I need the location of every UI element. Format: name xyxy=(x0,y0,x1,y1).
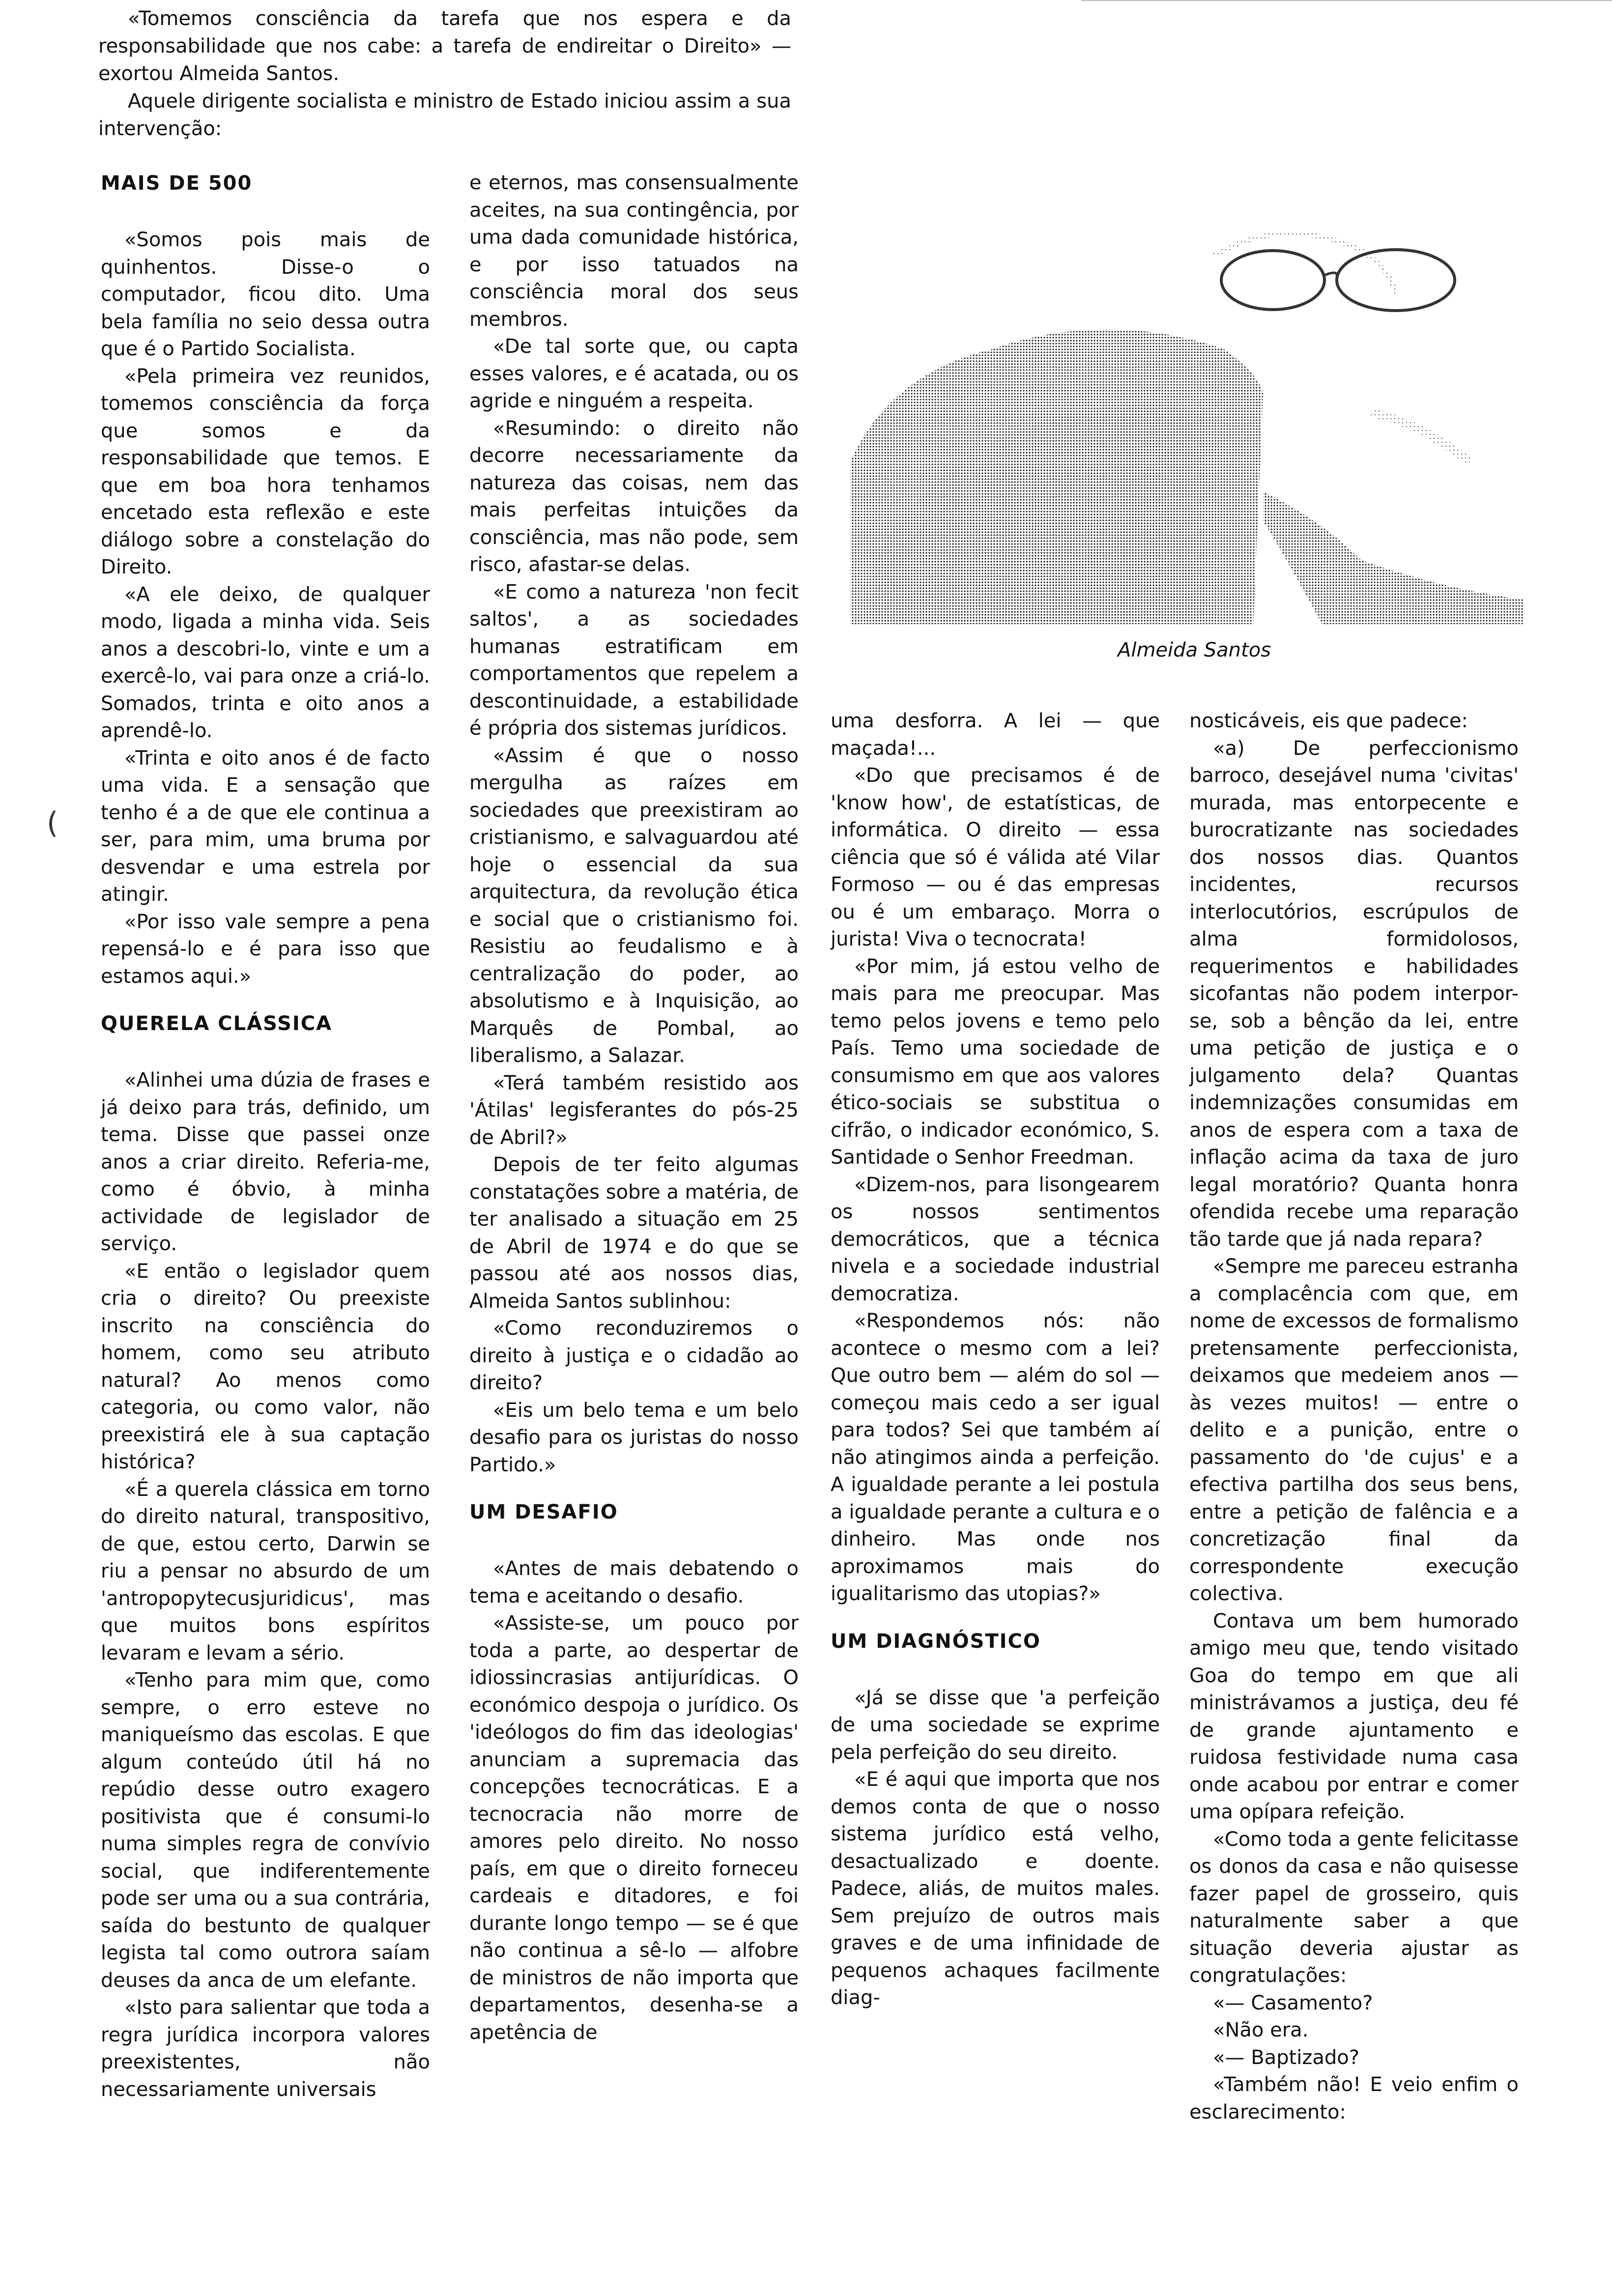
paragraph: «Por mim, já estou velho de mais para me preocupar. Mas temo pelos jovens e temo pelo País. Temo uma sociedade de consumismo em que aos valores ético-sociais se substitua o cifrão, o indicador económico, S. Santidade o Senhor Freedman. xyxy=(831,955,1160,1169)
paragraph: «Somos pois mais de quinhentos. Disse-o o computador, ficou dito. Uma bela família no seio dessa outra que é o Partido Socialista. xyxy=(101,229,430,360)
continued-paragraph: nosticáveis, eis que padece: xyxy=(1189,710,1468,732)
paragraph: «Terá também resistido aos 'Átilas' legisferantes do pós-25 de Abril?» xyxy=(469,1071,799,1149)
paragraph: «— Casamento? xyxy=(1213,1991,1373,2014)
continued-paragraph: e eternos, mas consensualmente aceites, na sua contingência, por uma dada comunidade histórica, e por isso tatuados na consciência moral dos seus membros. xyxy=(469,172,799,331)
article-column-1 xyxy=(101,170,430,2103)
paragraph: «Não era. xyxy=(1213,2019,1309,2041)
portrait-photo-icon xyxy=(831,118,1524,624)
continued-paragraph: uma desforra. A lei — que maçada!... xyxy=(831,710,1160,760)
paragraph: «Já se disse que 'a perfeição de uma sociedade se exprime pela perfeição do seu direito. xyxy=(831,1686,1160,1764)
paragraph: Contava um bem humorado amigo meu que, tendo visitado Goa do tempo em que ali ministrávamos a justiça, deu fé de grande ajuntamento e ruidosa festividade numa casa onde acabou por entrar e comer uma opípara refeição. xyxy=(1189,1609,1519,1823)
paragraph: «Isto para salientar que toda a regra jurídica incorpora valores preexistentes, não necessariamente universais xyxy=(101,1996,430,2101)
article-intro xyxy=(98,5,791,143)
paragraph: «Também não! E veio enfim o esclarecimento: xyxy=(1189,2073,1519,2124)
paragraph: «Assim é que o nosso mergulha as raízes em sociedades que preexistiram ao cristianismo, e salvaguardou até hoje o essencial da sua arquitectura, da revolução ética e social que o cristianismo foi. Resistiu ao feudalismo e à centralização do poder, ao absolutismo e à Inquisição, ao Marquês de Pombal, ao liberalismo, a Salazar. xyxy=(469,744,799,1067)
paragraph: «Pela primeira vez reunidos, tomemos consciência da força que somos e da responsabilidade que temos. E que em boa hora tenhamos encetado esta reflexão e este diálogo sobre a constelação do Direito. xyxy=(101,365,430,578)
paragraph: «— Baptizado? xyxy=(1213,2046,1359,2069)
paragraph: «Sempre me pareceu estranha a complacência com que, em nome de excessos de formalismo pretensamente perfeccionista, deixamos que medeiem anos — às vezes muitos! — entre o delito e a punição, entre o passamento do 'de cujus' e a efectiva partilha dos seus bens, entre a petição de falência e a concretização final da correspondente execução colectiva. xyxy=(1189,1255,1519,1605)
paragraph: «Dizem-nos, para lisongearem os nossos sentimentos democráticos, que a técnica nivela e a sociedade industrial democratiza. xyxy=(831,1173,1160,1305)
margin-mark: ( xyxy=(47,806,58,840)
paragraph: «É a querela clássica em torno do direito natural, transpositivo, de que, estou certo, Darwin se riu a pensar no absurdo de um 'antropopytecusjuridicus', mas que muitos bons espíritos levaram e levam a sério. xyxy=(101,1478,430,1665)
section-heading: UM DIAGNÓSTICO xyxy=(831,1630,1041,1653)
paragraph: «Como reconduziremos o direito à justiça e o cidadão ao direito? xyxy=(469,1317,799,1394)
portrait-photo xyxy=(831,118,1524,624)
paragraph: «De tal sorte que, ou capta esses valores, e é acatada, ou os agride e ninguém a respeita. xyxy=(469,335,799,412)
section-heading: QUERELA CLÁSSICA xyxy=(101,1012,333,1035)
paragraph: «E então o legislador quem cria o direito? Ou preexiste inscrito na consciência do homem, como seu atributo natural? Ao menos como categoria, ou como valor, não preexistirá ele à sua captação histórica? xyxy=(101,1260,430,1473)
scan-edge-line xyxy=(1081,0,1612,1)
paragraph: «A ele deixo, de qualquer modo, ligada a minha vida. Seis anos a descobri-lo, vinte e um a exercê-lo, vai para onze a criá-lo. Somados, trinta e oito anos a aprendê-lo. xyxy=(101,583,430,742)
paragraph: «Trinta e oito anos é de facto uma vida. E a sensação que tenho é a de que ele continua a ser, para mim, uma bruma por desvendar e uma estrela por atingir. xyxy=(101,746,430,906)
article-column-2 xyxy=(469,170,799,2046)
paragraph: «Resumindo: o direito não decorre necessariamente da natureza das coisas, nem das mais perfeitas intuições da consciência, mas não pode, sem risco, afastar-se delas. xyxy=(469,417,799,576)
section-heading: MAIS DE 500 xyxy=(101,172,253,195)
article-column-4 xyxy=(1189,708,1519,2126)
paragraph: «Alinhei uma dúzia de frases e já deixo para trás, definido, um tema. Disse que passei onze anos a criar direito. Referia-me, como é óbvio, à minha actividade de legislador de serviço. xyxy=(101,1069,430,1255)
paragraph: «a) De perfeccionismo barroco, desejável numa 'civitas' murada, mas entorpecente e burocratizante nas sociedades dos nossos dias. Quantos incidentes, recursos interlocutórios, escrúpulos de alma formidolosos, requerimentos e habilidades sicofantas não podem interpor-se, sob a bênção da lei, entre uma petição de justiça e o julgamento dela? Quantas indemnizações consumidas em anos de espera com a taxa de inflação acima da taxa de juro legal moratório? Quanta honra ofendida recebe uma reparação tão tarde que já nada repara? xyxy=(1189,737,1519,1251)
article-column-3 xyxy=(831,708,1160,2012)
paragraph: «Do que precisamos é de 'know how', de estatísticas, de informática. O direito — essa ciência que só é válida até Vilar Formoso — ou é das empresas ou é um embaraço. Morra o jurista! Viva o tecnocrata! xyxy=(831,764,1160,950)
paragraph: Depois de ter feito algumas constatações sobre a matéria, de ter analisado a situação em 25 de Abril de 1974 e do que se passou até aos nossos dias, Almeida Santos sublinhou: xyxy=(469,1153,799,1313)
paragraph: «Por isso vale sempre a pena repensá-lo e é para isso que estamos aqui.» xyxy=(101,910,430,988)
paragraph: «E como a natureza 'non fecit saltos', a as sociedades humanas estratificam em comportamentos que repelem a descontinuidade, a estabilidade é própria dos sistemas jurídicos. xyxy=(469,580,799,740)
paragraph: «Respondemos nós: não acontece o mesmo com a lei? Que outro bem — além do sol — começou mais cedo a ser igual para todos? Sei que também aí não atingimos ainda a perfeição. A igualdade perante a lei postula a igualdade perante a cultura e o dinheiro. Mas onde nos aproximamos mais do igualitarismo das utopias?» xyxy=(831,1310,1160,1605)
section-heading: UM DESAFIO xyxy=(469,1501,618,1523)
intro-paragraph: Aquele dirigente socialista e ministro de Estado iniciou assim a sua intervenção: xyxy=(98,90,791,140)
paragraph: «Assiste-se, um pouco por toda a parte, ao despertar de idiossincrasias antijurídicas. O económico despoja o jurídico. Os 'ideólogos do fim das ideologias' anunciam a supremacia das concepções tecnocráticas. E a tecnocracia não morre de amores pelo direito. No nosso país, em que o direito forneceu cardeais e ditadores, e foi durante longo tempo — se é que não continua a sê-lo — alfobre de ministros de não importa que departamentos, desenha-se a apetência de xyxy=(469,1612,799,2044)
paragraph: «Eis um belo tema e um belo desafio para os juristas do nosso Partido.» xyxy=(469,1399,799,1476)
paragraph: «Antes de mais debatendo o tema e aceitando o desafio. xyxy=(469,1557,799,1607)
photo-caption: Almeida Santos xyxy=(1117,639,1271,661)
paragraph: «E é aqui que importa que nos demos conta de que o nosso sistema jurídico está velho, desactualizado e doente. Padece, aliás, de muitos males. Sem prejuízo de outros mais graves e de uma infinidade de pequenos achaques facilmente diag- xyxy=(831,1768,1160,2009)
paragraph: «Como toda a gente felicitasse os donos da casa e não quisesse fazer papel de grosseiro, quis naturalmente saber a que situação deveria ajustar as congratulações: xyxy=(1189,1828,1519,1987)
paragraph: «Tenho para mim que, como sempre, o erro esteve no maniqueísmo das escolas. E que algum conteúdo útil há no repúdio desse outro exagero positivista que é consumi-lo numa simples regra de convívio social, que indiferentemente pode ser uma ou a sua contrária, saída do bestunto de qualquer legista tal como outrora saíam deuses da anca de um elefante. xyxy=(101,1669,430,1992)
intro-paragraph: «Tomemos consciência da tarefa que nos espera e da responsabilidade que nos cabe: a tarefa de endireitar o Direito» — exortou Almeida Santos. xyxy=(98,7,791,85)
